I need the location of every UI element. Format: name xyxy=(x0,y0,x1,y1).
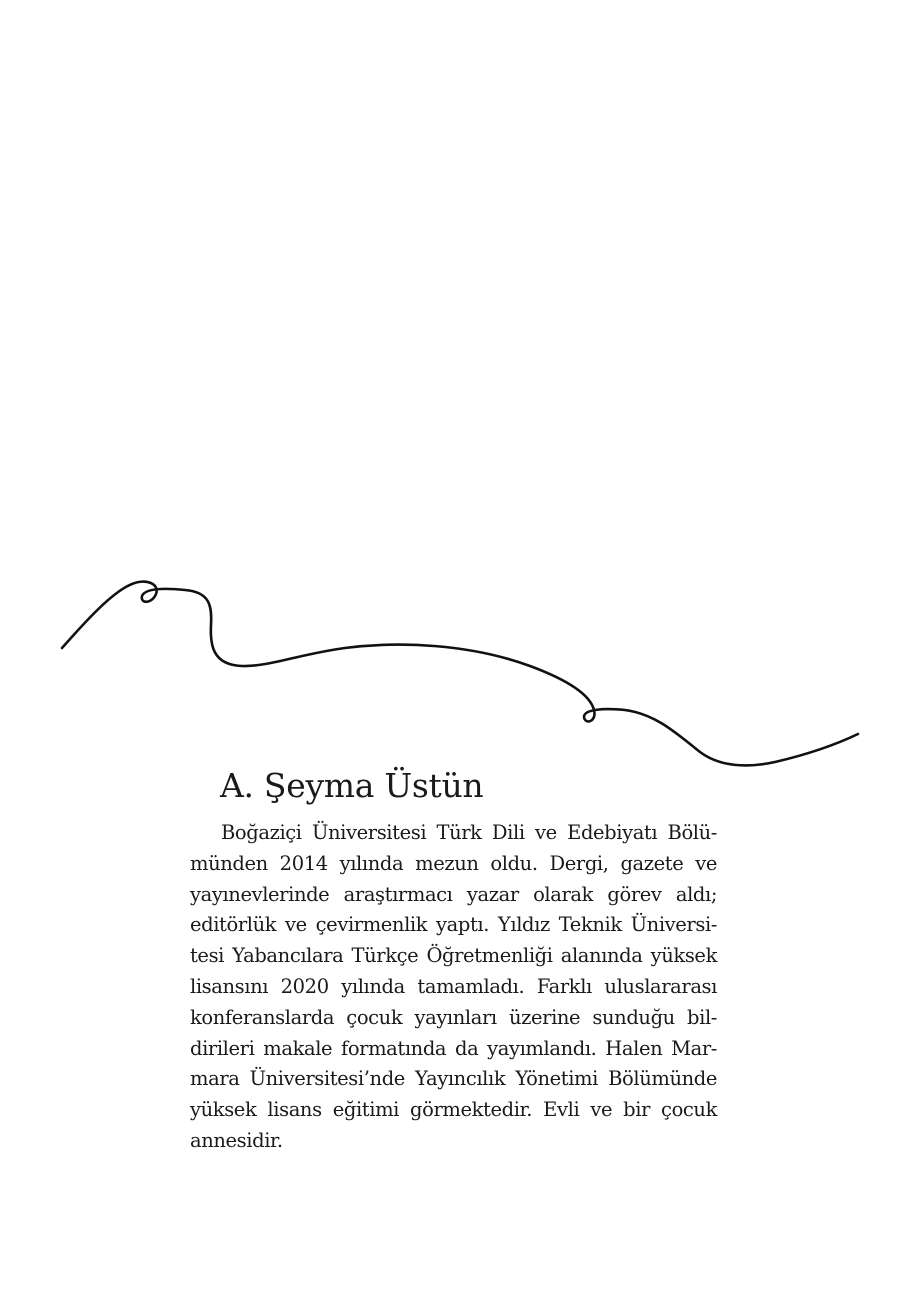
bio-line: tesi Yabancılara Türkçe Öğretmenliği alanında yüksek xyxy=(190,944,717,968)
wavy-line-path xyxy=(62,582,858,766)
bio-line: annesidir. xyxy=(190,1128,283,1152)
bio-line: lisansını 2020 yılında tamamladı. Farklı uluslararası xyxy=(190,974,717,998)
bio-line: dirileri makale formatında da yayımlandı. Halen Mar- xyxy=(190,1036,717,1060)
author-bio xyxy=(190,818,717,1157)
bio-line: yayınevlerinde araştırmacı yazar olarak görev aldı; xyxy=(190,882,717,906)
bio-line: yüksek lisans eğitimi görmektedir. Evli ve bir çocuk xyxy=(190,1098,717,1122)
wavy-line-icon xyxy=(0,560,900,790)
bio-line: mara Üniversitesi’nde Yayıncılık Yönetimi Bölümünde xyxy=(190,1067,717,1091)
author-name: A. Şeyma Üstün xyxy=(220,766,484,805)
bio-line: münden 2014 yılında mezun oldu. Dergi, gazete ve xyxy=(190,851,717,875)
bio-line: konferanslarda çocuk yayınları üzerine sunduğu bil- xyxy=(190,1005,717,1029)
bio-line: Boğaziçi Üniversitesi Türk Dili ve Edebiyatı Bölü- xyxy=(221,821,717,844)
bio-line: editörlük ve çevirmenlik yaptı. Yıldız Teknik Üniversi- xyxy=(190,913,717,937)
